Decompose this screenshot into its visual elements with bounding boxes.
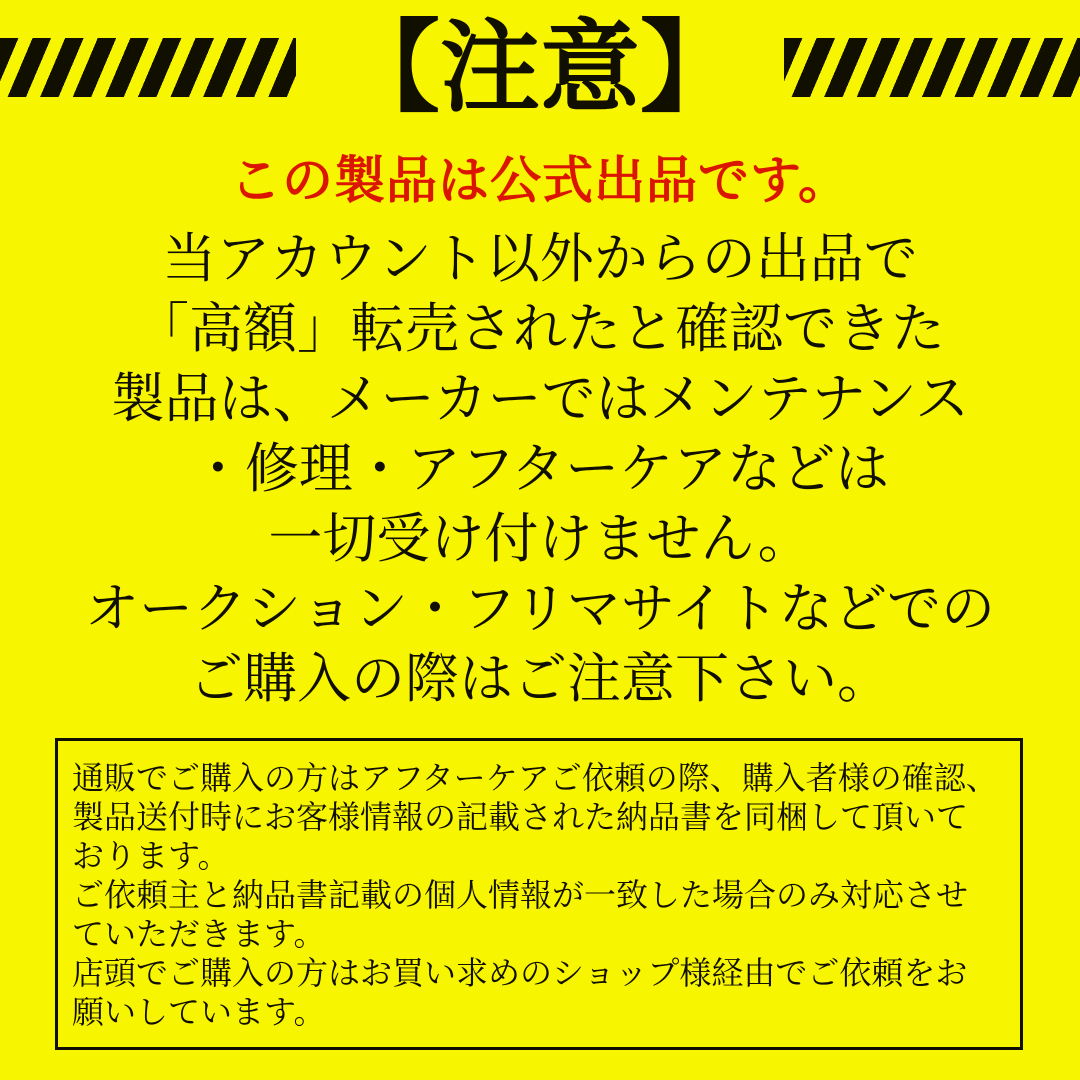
info-box-line: 製品送付時にお客様情報の記載された納品書を同梱して頂いて xyxy=(72,798,969,836)
info-box-line: おります。 xyxy=(72,837,230,875)
notice-line: 製品は、メーカーではメンテナンス xyxy=(110,367,970,430)
hazard-stripes-right-icon xyxy=(784,38,1080,97)
notice-line: ・修理・アフターケアなどは xyxy=(190,437,890,500)
info-box-line: ご依頼主と納品書記載の個人情報が一致した場合のみ対応させ xyxy=(72,876,969,914)
notice-body xyxy=(0,150,1080,714)
notice-line: 一切受け付けません。 xyxy=(268,507,812,570)
info-box-line: 願いしています。 xyxy=(72,993,326,1031)
page-title: 【注意】 xyxy=(340,9,740,126)
aftercare-info-box xyxy=(55,738,1023,1050)
notice-line: 「高額」転売されたと確認できた xyxy=(135,297,945,360)
info-box-line: 通販でご購入の方はアフターケアご依頼の際、購入者様の確認、 xyxy=(72,759,998,797)
info-box-line: 店頭でご購入の方はお買い求めのショップ様経由でご依頼をお xyxy=(72,954,968,992)
notice-line: オークション・フリマサイトなどでの xyxy=(85,577,995,640)
notice-line: 当アカウント以外からの出品で xyxy=(162,227,918,290)
notice-line: ご購入の際はご注意下さい。 xyxy=(189,647,891,710)
info-box-line: ていただきます。 xyxy=(72,915,326,953)
official-listing-line: この製品は公式出品です。 xyxy=(230,152,850,211)
